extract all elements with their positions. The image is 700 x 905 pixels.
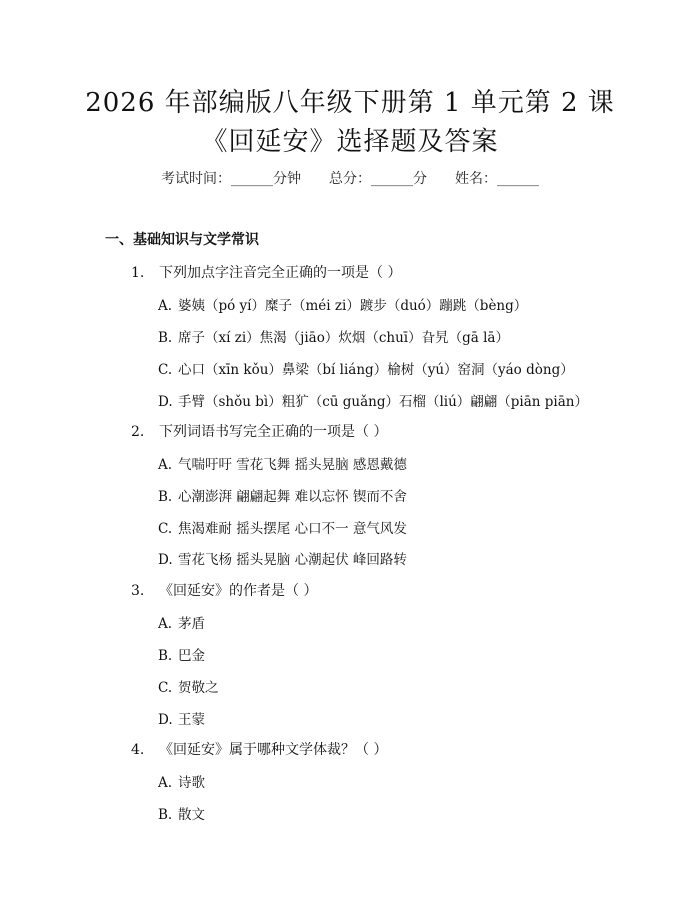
question-number: 1.	[131, 265, 145, 281]
option-text: 诗歌	[178, 775, 205, 791]
option-text: 王蒙	[178, 712, 205, 728]
option-text: 席子（xí zi）焦渴（jiāo）炊烟（chuī）旮旯（gā lā）	[178, 330, 509, 346]
option-label: A.	[158, 457, 173, 473]
question-3-option-a	[158, 612, 205, 632]
question-1-option-c	[158, 358, 574, 378]
question-2-option-c	[158, 517, 407, 537]
option-text: 散文	[178, 807, 205, 823]
option-text: 雪花飞杨 摇头晃脑 心潮起伏 峰回路转	[178, 552, 407, 568]
question-text: 《回延安》的作者是（ ）	[159, 583, 318, 599]
section-heading: 一、基础知识与文学常识	[105, 232, 259, 248]
document-title-line-2: 《回延安》选择题及答案	[201, 127, 499, 157]
option-text: 茅盾	[178, 616, 205, 632]
question-text: 下列词语书写完全正确的一项是（ ）	[159, 424, 388, 440]
option-label: C.	[158, 521, 173, 537]
option-text: 焦渴难耐 摇头摆尾 心口不一 意气风发	[178, 521, 407, 537]
question-3-option-d	[158, 708, 205, 728]
option-label: A.	[158, 616, 173, 632]
question-1-option-b	[158, 326, 509, 346]
question-2-option-b	[158, 485, 407, 505]
option-text: 心潮澎湃 翩翩起舞 难以忘怀 锲而不舍	[178, 489, 407, 505]
option-text: 巴金	[178, 648, 205, 664]
option-label: C.	[158, 680, 173, 696]
question-number: 3.	[131, 583, 145, 599]
question-1-option-d	[158, 390, 588, 410]
option-label: B.	[158, 330, 173, 346]
question-3	[131, 580, 317, 600]
option-text: 心口（xīn kǒu）鼻梁（bí liáng）榆树（yú）窑洞（yáo dòng）	[178, 362, 574, 378]
option-label: B.	[158, 807, 173, 823]
exam-info-line: 考试时间：______分钟 总分：______分 姓名：______	[161, 171, 539, 187]
option-label: A.	[158, 775, 173, 791]
option-label: D.	[158, 712, 173, 728]
option-text: 气喘吁吁 雪花飞舞 摇头晃脑 感恩戴德	[178, 457, 407, 473]
document-title-line-1: 2026 年部编版八年级下册第 1 单元第 2 课	[85, 88, 615, 118]
question-number: 2.	[131, 424, 145, 440]
question-1-option-a	[158, 294, 527, 314]
option-label: D.	[158, 394, 173, 410]
option-label: B.	[158, 648, 173, 664]
question-2-option-a	[158, 453, 407, 473]
option-text: 贺敬之	[178, 680, 219, 696]
question-number: 4.	[131, 742, 145, 758]
question-4-option-a	[158, 771, 205, 791]
option-label: B.	[158, 489, 173, 505]
option-text: 婆姨（pó yí）糜子（méi zi）踱步（duó）蹦跳（bèng）	[178, 298, 528, 314]
question-2-option-d	[158, 548, 407, 568]
question-1	[131, 262, 401, 282]
option-label: D.	[158, 552, 173, 568]
question-2	[131, 421, 387, 441]
option-label: C.	[158, 362, 173, 378]
option-label: A.	[158, 298, 173, 314]
question-3-option-c	[158, 676, 219, 696]
question-4-option-b	[158, 803, 205, 823]
question-4	[131, 739, 387, 759]
question-text: 《回延安》属于哪种文学体裁？（ ）	[159, 742, 388, 758]
option-text: 手臂（shǒu bì）粗犷（cū guǎng）石榴（liú）翩翩（piān piān）	[178, 394, 588, 410]
question-text: 下列加点字注音完全正确的一项是（ ）	[159, 265, 402, 281]
question-3-option-b	[158, 644, 205, 664]
